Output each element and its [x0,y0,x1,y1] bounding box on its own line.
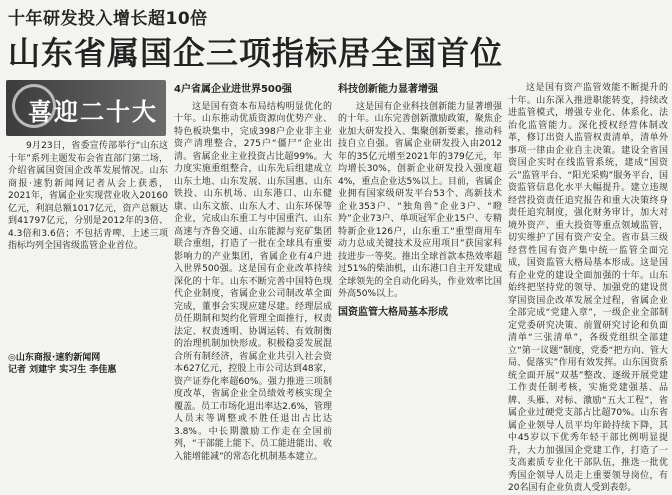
intro-paragraph: 9月23日，省委宣传部举行“山东这十年”系列主题发布会省直部门第二场，介绍省属国资国企改革发展情况。山东商报·速豹新闻网记者从会上获悉，2021年，省属企业实现营业收入20160亿元，利润总额1017亿元，资产总额达到41797亿元，分别是2012年的3倍、4.3倍和3.6倍；不包括青啤、上述三项指标均列全国省级监管企业首位。 [8,141,168,251]
logo-text: 喜迎二十大 [28,98,158,126]
section-3-text: 这是国有资产监管效能不断提升的十年。山东深入推进职能转变，持续改进监管模式，增强专业化、体系化、法治化监管能力。深化授权经营体制改革，修订出资人监管权责清单，清单外事项一律由企业自主决策。建设全省国资国企实时在线监管系统，建成“国资云”监管平台、“阳光采购”服务平台，国资监管信息化水平大幅提升。建立违规经营投资责任追究报告和重大决策终身责任追究制度，强化财务审计，加大对境外资产、重大投资等重点领域监管，切实维护了国有资产安全。省市县三级经营性国有资产集中统一监管全面完成，国资监管大格局基本形成。这是国有企业党的建设全面加强的十年。山东始终把坚持党的领导、加强党的建设贯穿国资国企改革发展全过程，省属企业全部完成“党建入章”，一级企业全部制定党委研究决策、前置研究讨论和负面清单“三张清单”，各级党组织全部建立“第一议题”制度，党委“把方向、管大局、促落实”作用有效发挥。山东国资系统全面开展“双基”整改、逐级开展党建工作责任制考核，实施党建强基、品牌、头雁、对标、激励“五大工程”，省属企业过硬党支部占比超70%。山东省属企业领导人员平均年龄持续下降，其中45岁以下优秀年轻干部比例明显提升，大力加强国企党建工作，打造了一支高素质专业化干部队伍，推选一批优秀国企领导人员走上重要领导岗位，有20名国有企业负责人受到表彰。 [508,83,668,493]
column-1 [8,82,168,253]
byline-source: ◎山东商报·速豹新闻网 [8,353,101,363]
section-3-title: 国资监管大格局基本形成 [338,306,448,318]
section-1-text: 这是国有资本布局结构明显优化的十年。山东推动优质资源向优势产业、特色板块集中，完成398户企业非主业资产清理整合，275户“僵尸”企业出清。省属企业主业投资占比超99%。大力度实施重组整合，山东先后组建成立山东土地、山东发展、山东国惠、山东铁投、山东机场、山东港口、山东健康、山东文旅、山东人才、山东环保等企业，完成山东重工与中国重汽、山东高速与齐鲁交通、山东能源与兖矿集团联合重组，打造了一批在全球具有重要影响力的产业集团，省属企业有4户进入世界500强。这是国有企业改革持续深化的十年。山东不断完善中国特色现代企业制度，省属企业公司制改革全面完成，董事会实现应建尽建。经理层成员任期制和契约化管理全面推行，权责法定、权责透明、协调运转、有效制衡的治理机制加快形成。积极稳妥发展混合所有制经济，省属企业共引入社会资本627亿元，控股上市公司达到48家，资产证券化率超60%。强力推进三项制度改革，省属企业全员绩效考核实现全覆盖。员工市场化退出率达2.6%，管理人员末等调整或不胜任退出占比达3.8%。中长期激励工作走在全国前列，“干部能上能下、员工能进能出、收入能增能减”的常态化机制基本建立。 [174,101,332,462]
column-4 [508,82,668,495]
byline [8,352,116,376]
main-headline: 山东省属国企三项指标居全国首位 [8,34,504,72]
byline-reporters: 记者 刘建宇 实习生 李佳惠 [8,365,117,375]
column-2 [174,82,332,463]
kicker-headline: 十年研发投入增长超10倍 [8,9,208,29]
section-2-text: 这是国有企业科技创新能力显著增强的十年。山东完善创新激励政策，聚焦企业加大研发投入、集聚创新要素，推动科技自立自强。省属企业研发投入由2012年的35亿元增至2021年的379亿元，年均增长30%，创新企业研发投入强度超4%，重点企业达5%以上。目前，省属企业拥有国家级研发平台53个、高新技术企业353户、“独角兽”企业3户、“瞪羚”企业73户、单项冠军企业15户、专精特新企业126户，山东重工“重型商用车动力总成关键技术及应用项目”获国家科技进步一等奖。推出全球首款本热效率超过51%的柴油机，山东港口自主开发建成全球领先的全自动化码头，作业效率比国外高50%以上。 [338,101,503,299]
section-1-title: 4户省属企业进世界500强 [174,84,292,95]
section-2-title: 科技创新能力显著增强 [338,84,438,95]
column-3 [338,82,502,323]
